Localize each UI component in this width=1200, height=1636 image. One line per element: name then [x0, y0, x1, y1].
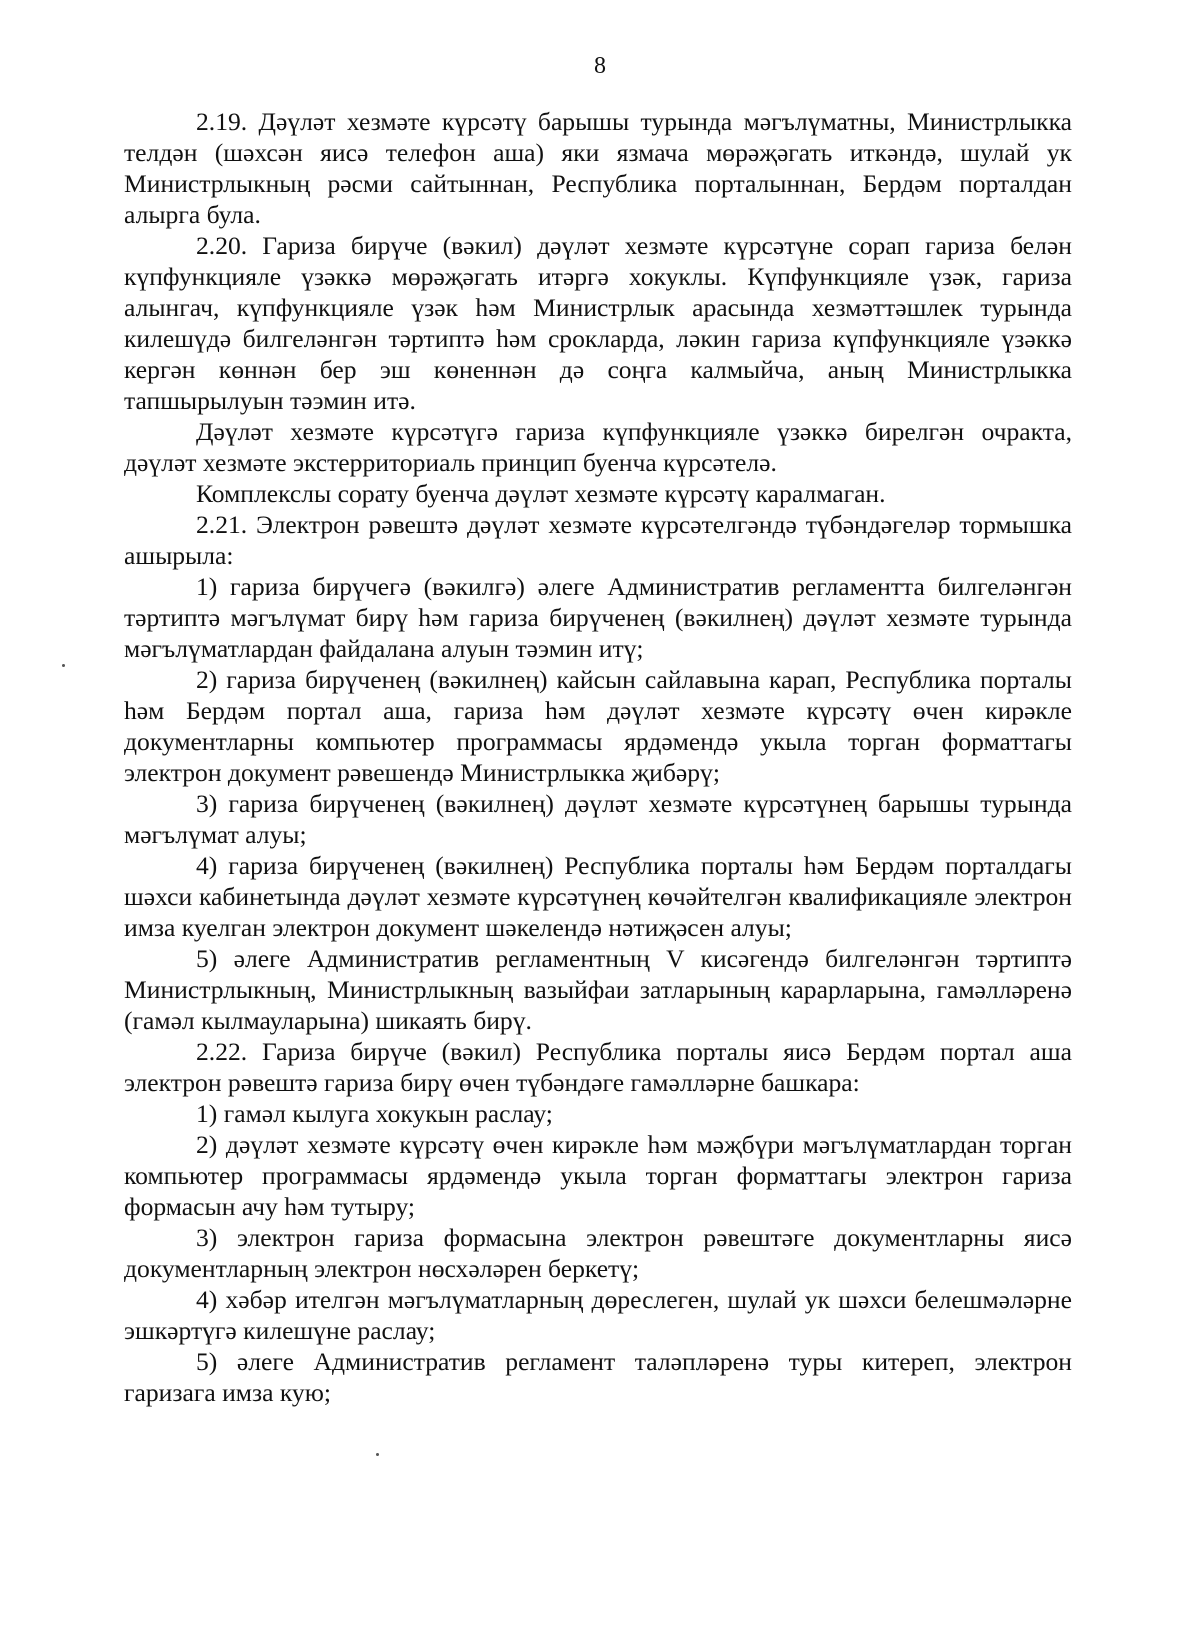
- list-item-2-21-2: 2) гариза бирүченең (вәкилнең) кайсын сайлавына карап, Республика порталы һәм Бердәм портал аша, гариза һәм дәүләт хезмәте күрсәтү өчен кирәкле документларны компьютер программасы ярдәмендә укыла торган форматтагы электрон документ рәвешендә Министрлыкка җибәрү;: [124, 665, 1072, 787]
- paragraph-2-19: 2.19. Дәүләт хезмәте күрсәтү барышы турында мәгълүматны, Министрлыкка телдән (шәхсән яисә телефон аша) яки язмача мөрәҗәгать иткәндә, шулай ук Министрлыкның рәсми сайтыннан, Республика порталыннан, Бердәм порталдан алырга була.: [124, 107, 1072, 229]
- paragraph-2-21: 2.21. Электрон рәвештә дәүләт хезмәте күрсәтелгәндә түбәндәгеләр тормышка ашырыла:: [124, 510, 1072, 570]
- list-item-2-22-5: 5) әлеге Административ регламент таләпләренә туры китереп, электрон гаризага имза кую;: [124, 1347, 1072, 1407]
- list-item-2-22-2: 2) дәүләт хезмәте күрсәтү өчен кирәкле һәм мәҗбүри мәгълүматлардан торган компьютер программасы ярдәмендә укыла торган форматтагы электрон гариза формасын ачу һәм тутыру;: [124, 1130, 1072, 1221]
- paragraph-complex-request: Комплекслы сорату буенча дәүләт хезмәте күрсәтү каралмаган.: [196, 479, 886, 508]
- list-item-2-22-4: 4) хәбәр ителгән мәгълүматларның дөреслеген, шулай ук шәхси белешмәләрне эшкәртүгә килешүне раслау;: [124, 1285, 1072, 1345]
- list-item-2-21-3: 3) гариза бирүченең (вәкилнең) дәүләт хезмәте күрсәтүнең барышы турында мәгълүмат алуы;: [124, 789, 1072, 849]
- paragraph-extraterritorial: Дәүләт хезмәте күрсәтүгә гариза күпфункцияле үзәккә бирелгән очракта, дәүләт хезмәте экстерриториаль принцип буенча күрсәтелә.: [124, 417, 1072, 477]
- page-number: 8: [594, 53, 606, 79]
- paragraph-2-22: 2.22. Гариза бирүче (вәкил) Республика порталы яисә Бердәм портал аша электрон рәвештә гариза бирү өчен түбәндәге гамәлләрне башкара:: [124, 1037, 1072, 1097]
- document-body: [124, 106, 1072, 1408]
- list-item-2-21-5: 5) әлеге Административ регламентның V кисәгендә билгеләнгән тәртиптә Министрлыкның, Министрлыкның вазыйфаи затларының карарларына, гамәлләренә (гамәл кылмауларына) шикаять бирү.: [124, 944, 1072, 1035]
- scan-speck: [376, 1453, 379, 1456]
- paragraph-2-20: 2.20. Гариза бирүче (вәкил) дәүләт хезмәте күрсәтүне сорап гариза белән күпфункцияле үзәккә мөрәҗәгать итәргә хокуклы. Күпфункцияле үзәк, гариза алынгач, күпфункцияле үзәк һәм Министрлык арасында хезмәттәшлек турында килешүдә билгеләнгән тәртиптә һәм срокларда, ләкин гариза күпфункцияле үзәккә кергән көннән бер эш көненнән дә соңга калмыйча, аның Министрлыкка тапшырылуын тәэмин итә.: [124, 231, 1072, 415]
- scan-speck: [62, 664, 65, 667]
- list-item-2-22-1: 1) гамәл кылуга хокукын раслау;: [196, 1099, 553, 1128]
- list-item-2-21-1: 1) гариза бирүчегә (вәкилгә) әлеге Административ регламентта билгеләнгән тәртиптә мәгълүмат бирү һәм гариза бирүченең (вәкилнең) дәүләт хезмәте турында мәгълүматлардан файдалана алуын тәэмин итү;: [124, 572, 1072, 663]
- list-item-2-21-4: 4) гариза бирүченең (вәкилнең) Республика порталы һәм Бердәм порталдагы шәхси кабинетында дәүләт хезмәте күрсәтүнең көчәйтелгән квалификацияле электрон имза куелган электрон документ шәкелендә нәтиҗәсен алуы;: [124, 851, 1072, 942]
- list-item-2-22-3: 3) электрон гариза формасына электрон рәвештәге документларны яисә документларның электрон нөсхәләрен беркетү;: [124, 1223, 1072, 1283]
